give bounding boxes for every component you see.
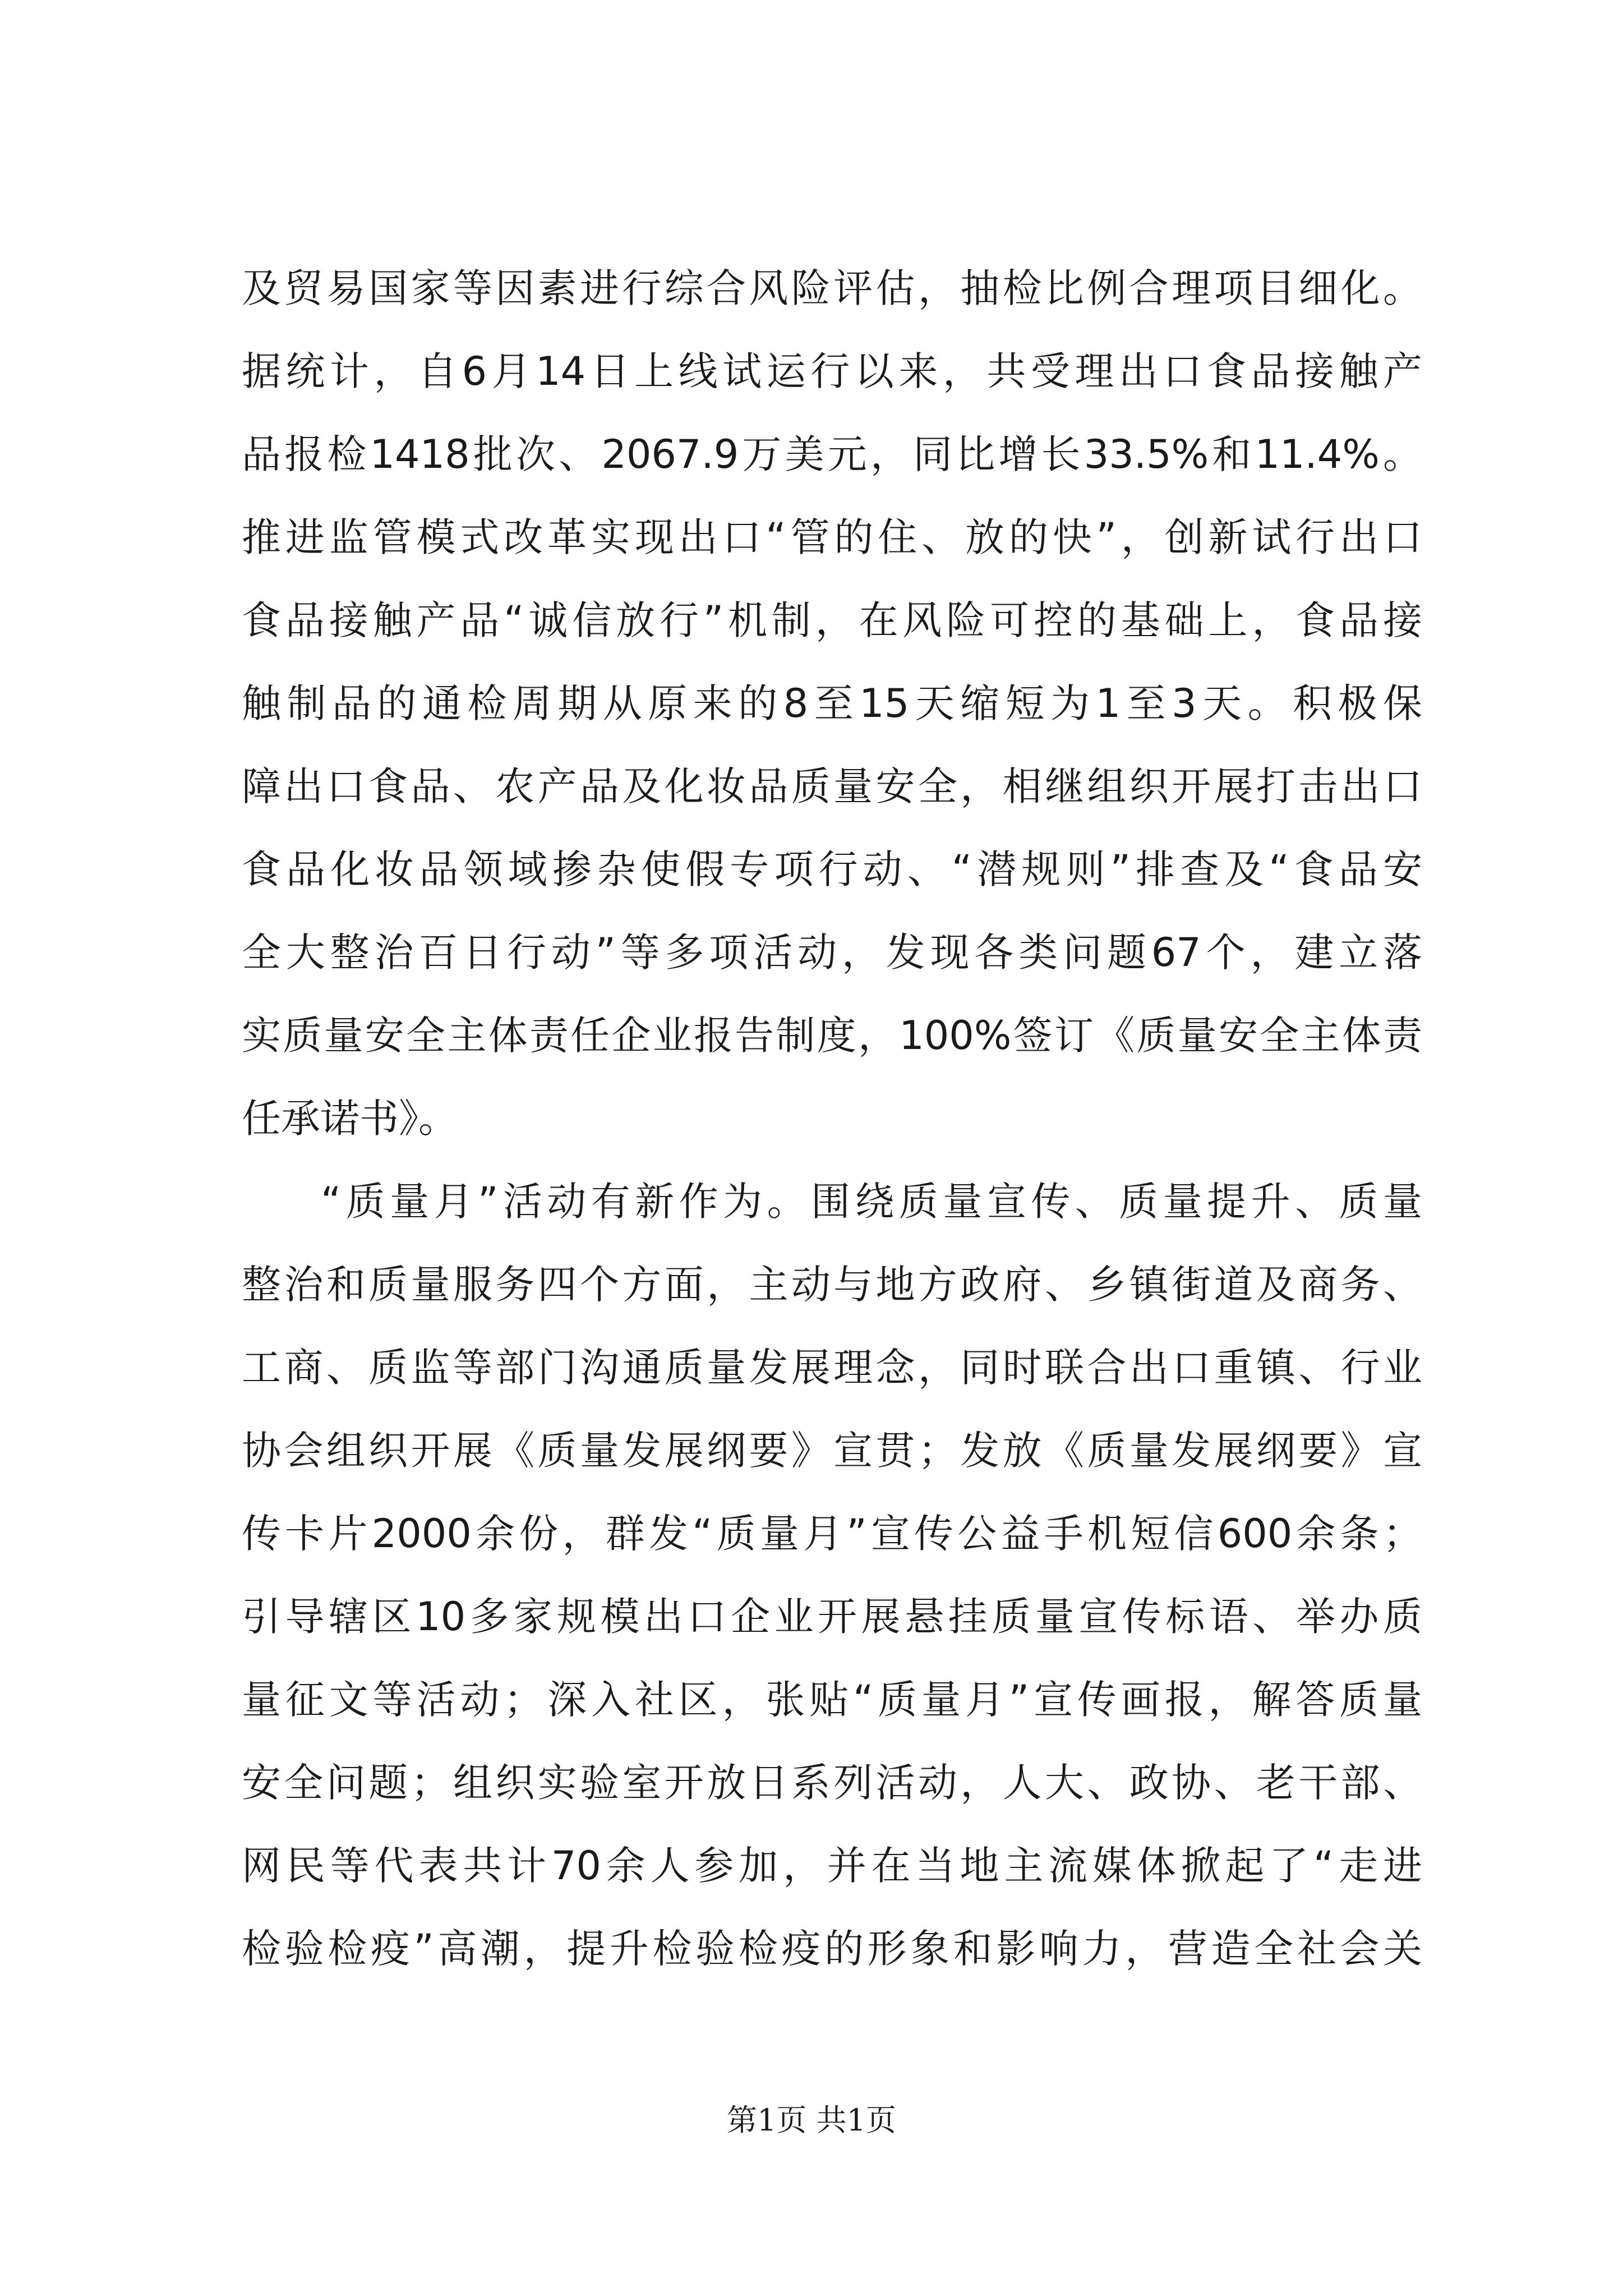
text-line: 食品化妆品领域掺杂使假专项行动、“潜规则”排查及“食品安 [242,846,1422,892]
text-line: 及贸易国家等因素进行综合风险评估，抽检比例合理项目细化。 [242,265,1422,311]
document-body [242,247,1422,1990]
text-line: 据统计，自6月14日上线试运行以来，共受理出口食品接触产 [242,348,1422,394]
text-line: 检验检疫”高潮，提升检验检疫的形象和影响力，营造全社会关 [242,1926,1422,1972]
text-line: 工商、质监等部门沟通质量发展理念，同时联合出口重镇、行业 [242,1345,1422,1391]
text-line: 协会组织开展《质量发展纲要》宣贯；发放《质量发展纲要》宣 [242,1428,1422,1474]
text-line: 任承诺书》。 [242,1096,458,1142]
text-line: 全大整治百日行动”等多项活动，发现各类问题67个，建立落 [242,930,1422,976]
text-line: 触制品的通检周期从原来的8至15天缩短为1至3天。积极保 [242,680,1422,726]
paragraph-2 [242,1160,1422,1990]
page-number: 第1页 共1页 [727,2102,896,2138]
text-line: 传卡片2000余份，群发“质量月”宣传公益手机短信600余条； [242,1511,1422,1557]
text-line: 品报检1418批次、2067.9万美元，同比增长33.5%和11.4%。 [242,431,1422,477]
text-line: 整治和质量服务四个方面，主动与地方政府、乡镇街道及商务、 [242,1262,1422,1308]
text-line: 实质量安全主体责任企业报告制度，100%签订《质量安全主体责 [242,1013,1422,1059]
text-line: 网民等代表共计70余人参加，并在当地主流媒体掀起了“走进 [242,1843,1422,1889]
text-line: 安全问题；组织实验室开放日系列活动，人大、政协、老干部、 [242,1760,1422,1806]
text-line: 推进监管模式改革实现出口“管的住、放的快”，创新试行出口 [242,514,1422,560]
paragraph-1 [242,247,1422,1160]
text-line: 量征文等活动；深入社区，张贴“质量月”宣传画报，解答质量 [242,1677,1422,1723]
text-line: 食品接触产品“诚信放行”机制，在风险可控的基础上，食品接 [242,597,1422,643]
text-line: 引导辖区10多家规模出口企业开展悬挂质量宣传标语、举办质 [242,1594,1422,1640]
text-line: “质量月”活动有新作为。围绕质量宣传、质量提升、质量 [321,1179,1422,1225]
text-line: 障出口食品、农产品及化妆品质量安全，相继组织开展打击出口 [242,763,1422,809]
